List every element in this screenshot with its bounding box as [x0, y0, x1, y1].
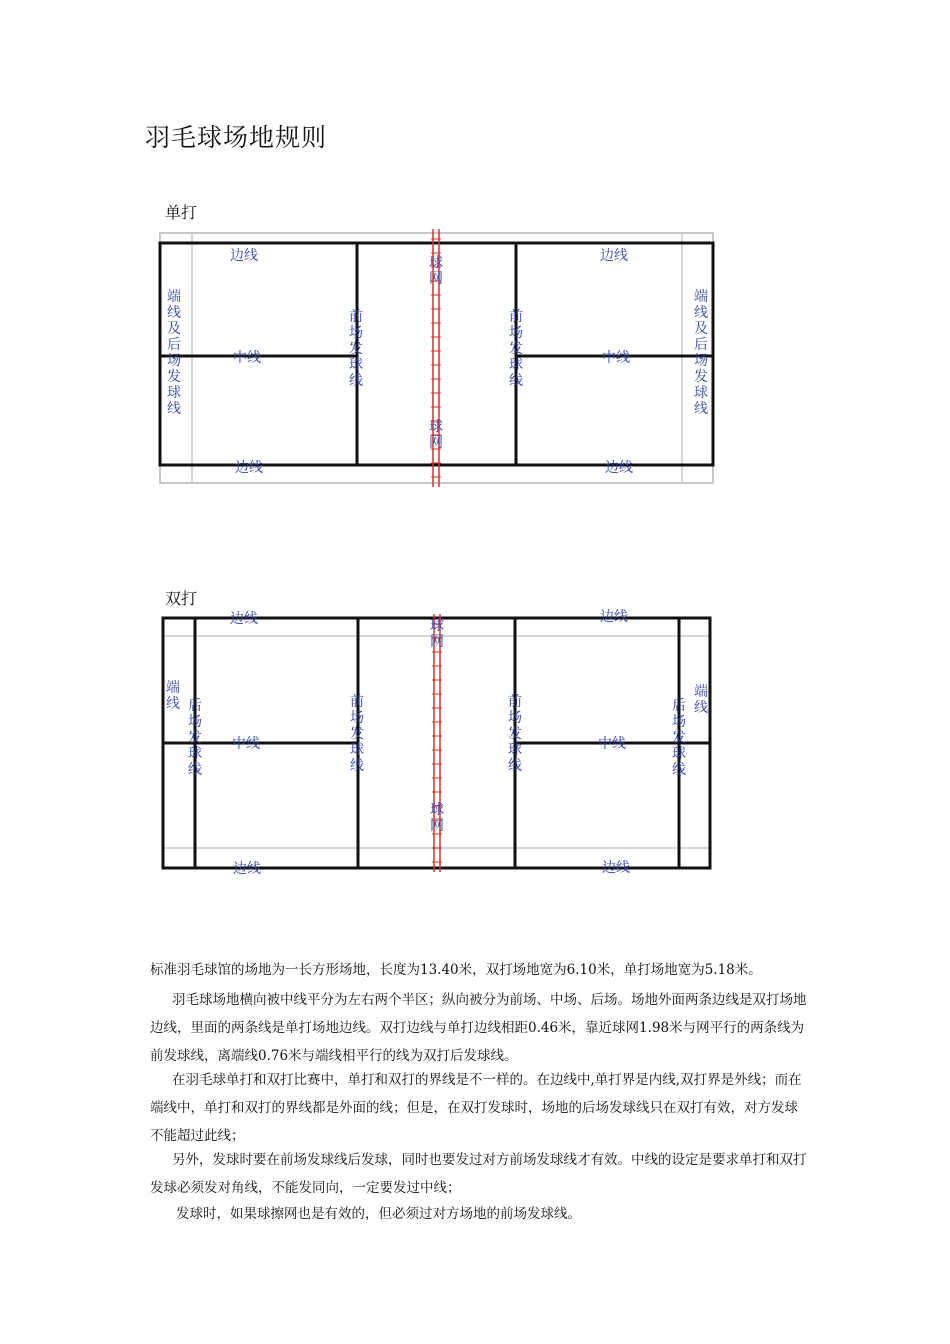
singles-front-service-line-label: 前场发球线: [349, 309, 363, 389]
doubles-center-line-label: 中线: [598, 736, 626, 752]
singles-sideline-label: 边线: [230, 248, 258, 264]
singles-sideline-label: 边线: [600, 248, 628, 264]
singles-court-diagram: [150, 225, 730, 495]
paragraph-court-dimensions: 标准羽毛球馆的场地为一长方形场地，长度为13.40米，双打场地宽为6.10米，单打场地宽为5.18米。: [150, 962, 762, 978]
doubles-net-label: 球网: [430, 618, 444, 650]
doubles-court-diagram: [150, 608, 730, 878]
doubles-sideline-label: 边线: [233, 861, 261, 877]
doubles-heading: 双打: [165, 589, 198, 608]
singles-end-line-label: 端线及后场发球线: [694, 289, 708, 417]
doubles-back-service-line-label: 后场发球线: [188, 698, 202, 778]
singles-front-service-line-label: 前场发球线: [509, 309, 523, 389]
singles-center-line-label: 中线: [602, 350, 630, 366]
singles-net-label: 球网: [429, 419, 443, 451]
singles-net-label: 球网: [429, 255, 443, 287]
doubles-net-label: 球网: [430, 802, 444, 834]
doubles-sideline-label: 边线: [602, 860, 630, 876]
singles-heading: 单打: [165, 203, 198, 222]
paragraph-boundary-rules: 在羽毛球单打和双打比赛中，单打和双打的界线是不一样的。在边线中,单打界是内线,双打界是外线；而在端线中，单打和双打的界线都是外面的线；但是，在双打发球时，场地的后场发球线只在双打有效，对方发球不能超过此线；: [150, 1072, 802, 1144]
singles-center-line-label: 中线: [233, 350, 261, 366]
doubles-front-service-line-label: 前场发球线: [350, 694, 364, 774]
singles-sideline-label: 边线: [235, 460, 263, 476]
doubles-back-service-line-label: 后场发球线: [672, 698, 686, 778]
doubles-sideline-label: 边线: [230, 611, 258, 627]
doubles-end-line-label: 端线: [694, 684, 708, 716]
singles-end-line-label: 端线及后场发球线: [167, 289, 181, 417]
singles-sideline-label: 边线: [605, 460, 633, 476]
doubles-front-service-line-label: 前场发球线: [508, 694, 522, 774]
doubles-center-line-label: 中线: [232, 736, 260, 752]
doubles-end-line-label: 端线: [166, 680, 180, 712]
page-title: 羽毛球场地规则: [145, 123, 328, 152]
paragraph-court-zones: 羽毛球场地横向被中线平分为左右两个半区；纵向被分为前场、中场、后场。场地外面两条边线是双打场地边线，里面的两条线是单打场地边线。双打边线与单打边线相距0.46米，靠近球网1.98米与网平行的两条线为前发球线，离端线0.76米与端线相平行的线为双打后发球线。: [150, 992, 807, 1064]
doubles-sideline-label: 边线: [600, 609, 628, 625]
paragraph-net-touch-rule: 发球时，如果球擦网也是有效的，但必须过对方场地的前场发球线。: [176, 1206, 581, 1222]
paragraph-service-rules: 另外，发球时要在前场发球线后发球，同时也要发过对方前场发球线才有效。中线的设定是要求单打和双打发球必须发对角线，不能发同向，一定要发过中线；: [150, 1152, 807, 1196]
